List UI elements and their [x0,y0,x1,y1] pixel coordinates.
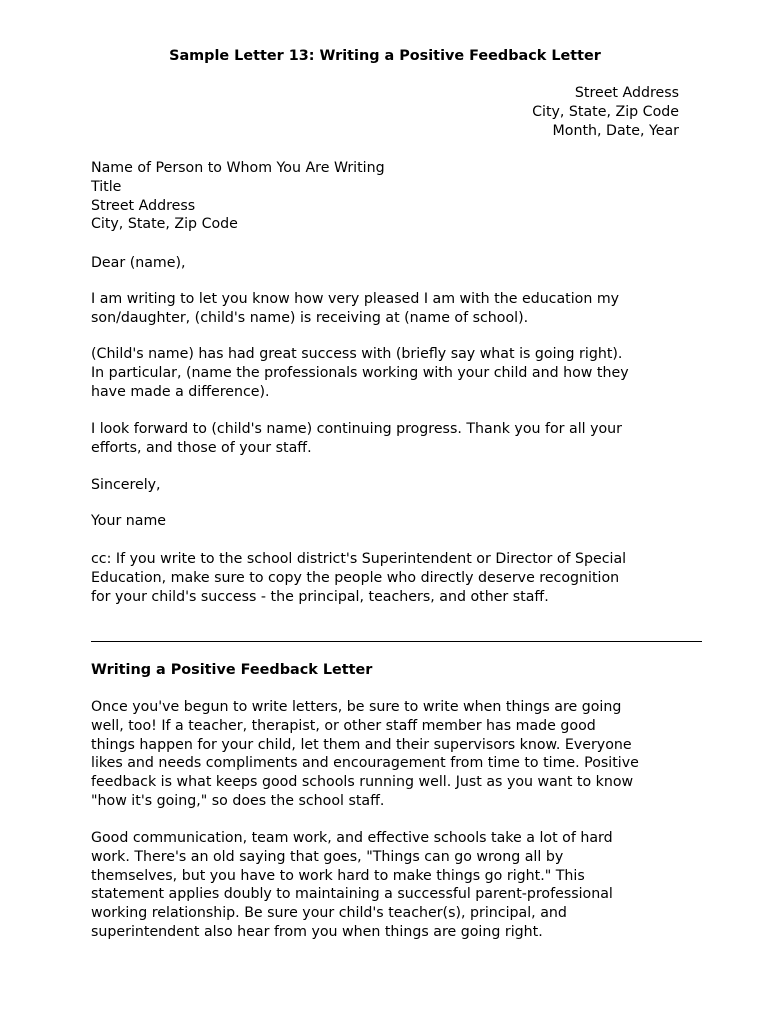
sender-street: Street Address [574,85,679,101]
paragraph-line: things happen for your child, let them and their supervisors know. Everyone [91,736,632,753]
closing-text: Sincerely, [91,477,161,493]
paragraph-line: themselves, but you have to work hard to make things go right." This [91,867,585,884]
paragraph-line: likes and needs compliments and encouragement from time to time. Positive [91,755,639,772]
paragraph-line: efforts, and those of your staff. [91,439,312,456]
sender-address [532,84,679,140]
signature-text: Your name [91,513,167,529]
paragraph-line: "how it's going," so does the school staff. [91,792,385,809]
paragraph-line: working relationship. Be sure your child's teacher(s), principal, and [91,905,567,922]
paragraph-line: Good communication, team work, and effective schools take a lot of hard [91,830,613,846]
section-paragraph-2 [91,829,691,942]
paragraph-line: feedback is what keeps good schools running well. Just as you want to know [91,774,634,791]
letter-date: Month, Date, Year [552,122,679,139]
recipient-name: Name of Person to Whom You Are Writing [91,160,385,176]
closing [91,476,691,495]
paragraph-line: statement applies doubly to maintaining a successful parent-professional [91,886,613,903]
recipient-city-state-zip: City, State, Zip Code [91,216,238,233]
paragraph-line: In particular, (name the professionals working with your child and how they [91,364,629,381]
section-paragraph-1 [91,698,691,811]
section-heading: Writing a Positive Feedback Letter [91,662,373,678]
letter-paragraph-3 [91,420,691,458]
paragraph-line: work. There's an old saying that goes, "Things can go wrong all by [91,848,564,865]
paragraph-line: (Child's name) has had great success with (briefly say what is going right). [91,346,623,362]
paragraph-line: I am writing to let you know how very pleased I am with the education my [91,291,620,307]
salutation [91,254,691,273]
horizontal-divider [91,641,702,642]
paragraph-line: for your child's success - the principal, teachers, and other staff. [91,588,549,605]
recipient-title: Title [91,178,122,195]
salutation-text: Dear (name), [91,255,186,271]
paragraph-line: have made a difference). [91,383,270,400]
cc-note [91,550,691,606]
paragraph-line: Education, make sure to copy the people who directly deserve recognition [91,569,620,586]
letter-paragraph-2 [91,345,691,401]
sender-city-state-zip: City, State, Zip Code [532,103,679,120]
letter-paragraph-1 [91,290,691,328]
recipient-street: Street Address [91,197,196,214]
recipient-address [91,159,385,234]
page-title: Sample Letter 13: Writing a Positive Feedback Letter [169,48,601,64]
paragraph-line: I look forward to (child's name) continuing progress. Thank you for all your [91,421,623,437]
paragraph-line: son/daughter, (child's name) is receiving at (name of school). [91,309,529,326]
paragraph-line: well, too! If a teacher, therapist, or other staff member has made good [91,717,596,734]
signature [91,512,691,531]
paragraph-line: superintendent also hear from you when things are going right. [91,923,543,940]
paragraph-line: cc: If you write to the school district's Superintendent or Director of Special [91,551,627,567]
paragraph-line: Once you've begun to write letters, be sure to write when things are going [91,699,622,715]
